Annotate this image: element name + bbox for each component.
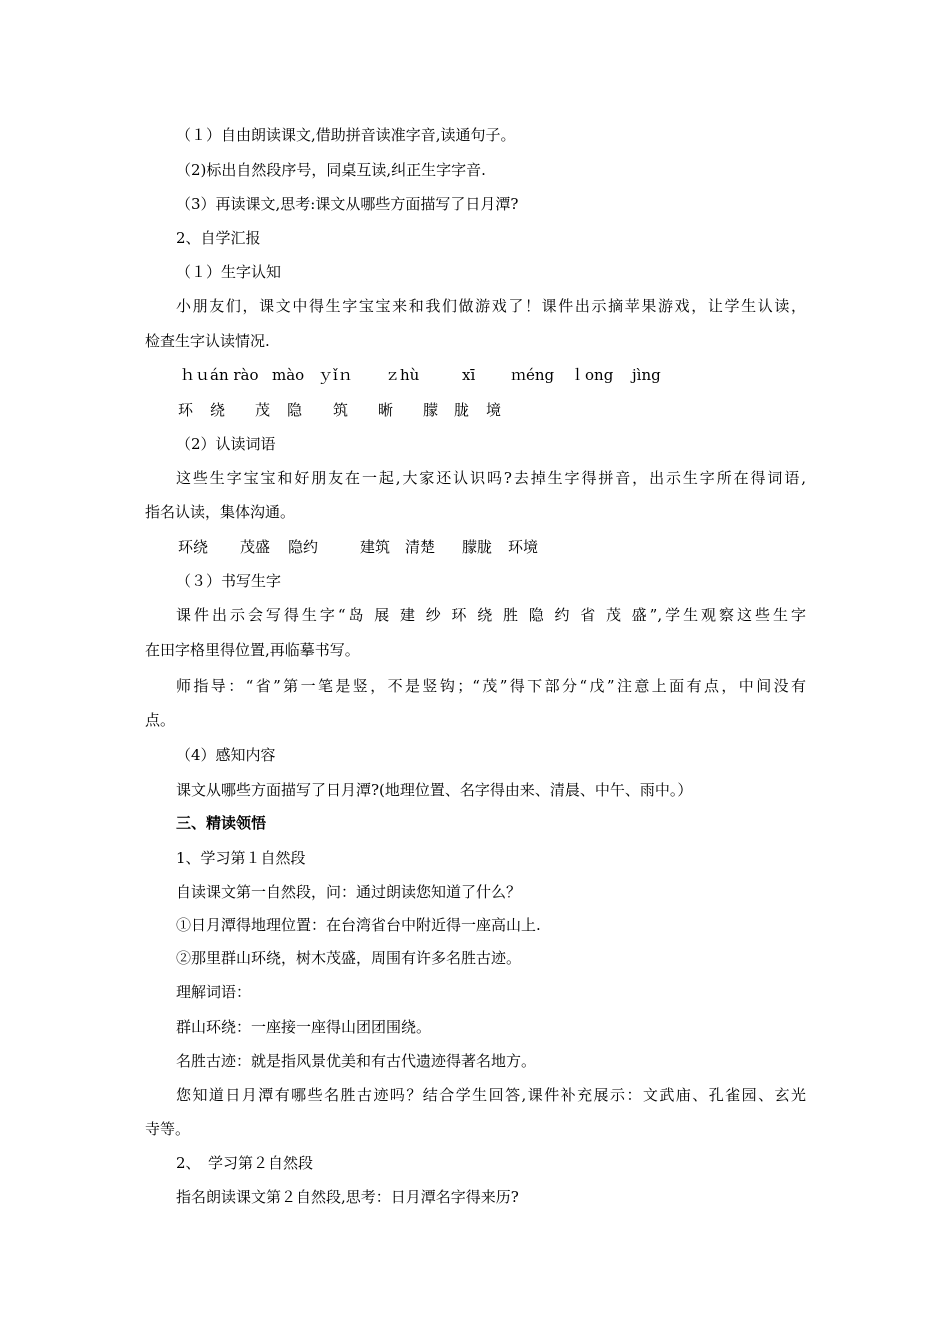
pinyin-item: ｌong bbox=[570, 366, 614, 384]
section-heading-intensive-reading: 三、精读领悟 bbox=[176, 814, 267, 832]
section-self-study-report: 2、自学汇报 bbox=[176, 229, 261, 247]
pinyin-row bbox=[0, 365, 950, 385]
subsection-perceive-content: （4）感知内容 bbox=[176, 746, 276, 764]
subsection-paragraph-two: 2、 学习第２自然段 bbox=[176, 1154, 314, 1172]
paragraph-writing-line2: 在田字格里得位置,再临摹书写。 bbox=[145, 641, 360, 659]
character-item: 茂 bbox=[255, 401, 271, 419]
character-item: 胧 bbox=[454, 401, 470, 419]
paragraph-scenic-spots-line2: 寺等。 bbox=[145, 1120, 191, 1138]
paragraph-teacher-guide-line2: 点。 bbox=[145, 711, 176, 729]
subsection-recognize-words: （2）认读词语 bbox=[176, 435, 276, 453]
character-item: 筑 bbox=[333, 401, 349, 419]
definition-scenic-spots: 名胜古迹：就是指风景优美和有古代遗迹得著名地方。 bbox=[176, 1052, 537, 1070]
pinyin-item: ｚhù bbox=[385, 366, 420, 384]
paragraph-self-read: 自读课文第一自然段，问：通过朗读您知道了什么？ bbox=[176, 883, 522, 901]
character-item: 绕 bbox=[210, 401, 226, 419]
word-item: 环境 bbox=[508, 538, 539, 556]
paragraph-reread: （3）再读课文,思考:课文从哪些方面描写了日月潭? bbox=[176, 195, 519, 213]
character-item: 境 bbox=[486, 401, 502, 419]
paragraph-teacher-guide-line1: 师指导：“省”第一笔是竖，不是竖钩；“茂”得下部分“戊”注意上面有点，中间没有 bbox=[176, 677, 806, 695]
subsection-write-characters: （３）书写生字 bbox=[176, 572, 282, 590]
word-item: 环绕 bbox=[178, 538, 209, 556]
character-item: 环 bbox=[178, 401, 194, 419]
word-item: 建筑 bbox=[360, 538, 391, 556]
paragraph-game-intro-line2: 检查生字认读情况. bbox=[145, 332, 270, 350]
character-row bbox=[0, 400, 950, 420]
list-item-location: ①日月潭得地理位置：在台湾省台中附近得一座高山上. bbox=[176, 916, 541, 934]
paragraph-writing-line1: 课件出示会写得生字“岛 展 建 纱 环 绕 胜 隐 约 省 茂 盛”,学生观察这些生字 bbox=[176, 606, 806, 624]
word-item: 清楚 bbox=[405, 538, 436, 556]
pinyin-item: jìng bbox=[632, 366, 661, 384]
definition-surrounded-by-mountains: 群山环绕：一座接一座得山团团围绕。 bbox=[176, 1018, 432, 1036]
character-item: 隐 bbox=[287, 401, 303, 419]
word-item: 茂盛 bbox=[240, 538, 271, 556]
word-item: 朦胧 bbox=[462, 538, 493, 556]
paragraph-game-intro-line1: 小朋友们，课文中得生字宝宝来和我们做游戏了！课件出示摘苹果游戏，让学生认读， bbox=[176, 297, 806, 315]
word-item: 隐约 bbox=[288, 538, 319, 556]
word-row bbox=[0, 537, 950, 557]
character-item: 朦 bbox=[423, 401, 439, 419]
pinyin-item: mào bbox=[272, 366, 305, 384]
pinyin-item: ｈｕán rào bbox=[180, 366, 259, 384]
list-item-surroundings: ②那里群山环绕，树木茂盛，周围有许多名胜古迹。 bbox=[176, 949, 522, 967]
subsection-character-recognition: （１）生字认知 bbox=[176, 263, 282, 281]
paragraph-scenic-spots-line1: 您知道日月潭有哪些名胜古迹吗？结合学生回答,课件补充展示：文武庙、孔雀园、玄光 bbox=[176, 1086, 806, 1104]
paragraph-mark-sections: （2)标出自然段序号，同桌互读,纠正生字字音. bbox=[176, 161, 486, 179]
label-understand-words: 理解词语： bbox=[176, 983, 252, 1001]
paragraph-read-freely: （１）自由朗读课文,借助拼音读准字音,读通句子。 bbox=[176, 126, 516, 144]
paragraph-content-question: 课文从哪些方面描写了日月潭?(地理位置、名字得由来、清晨、中午、雨中。） bbox=[176, 781, 693, 799]
paragraph-name-origin: 指名朗读课文第２自然段,思考：日月潭名字得来历? bbox=[176, 1188, 519, 1206]
character-item: 晰 bbox=[378, 401, 394, 419]
pinyin-item: xī bbox=[462, 366, 476, 384]
pinyin-item: ｙǐｎ bbox=[318, 366, 353, 384]
paragraph-word-intro-line2: 指名认读，集体沟通。 bbox=[145, 503, 296, 521]
pinyin-item: ｍéng bbox=[511, 366, 555, 384]
subsection-paragraph-one: 1、学习第１自然段 bbox=[176, 849, 306, 867]
paragraph-word-intro-line1: 这些生字宝宝和好朋友在一起,大家还认识吗?去掉生字得拼音，出示生字所在得词语, bbox=[176, 469, 806, 487]
